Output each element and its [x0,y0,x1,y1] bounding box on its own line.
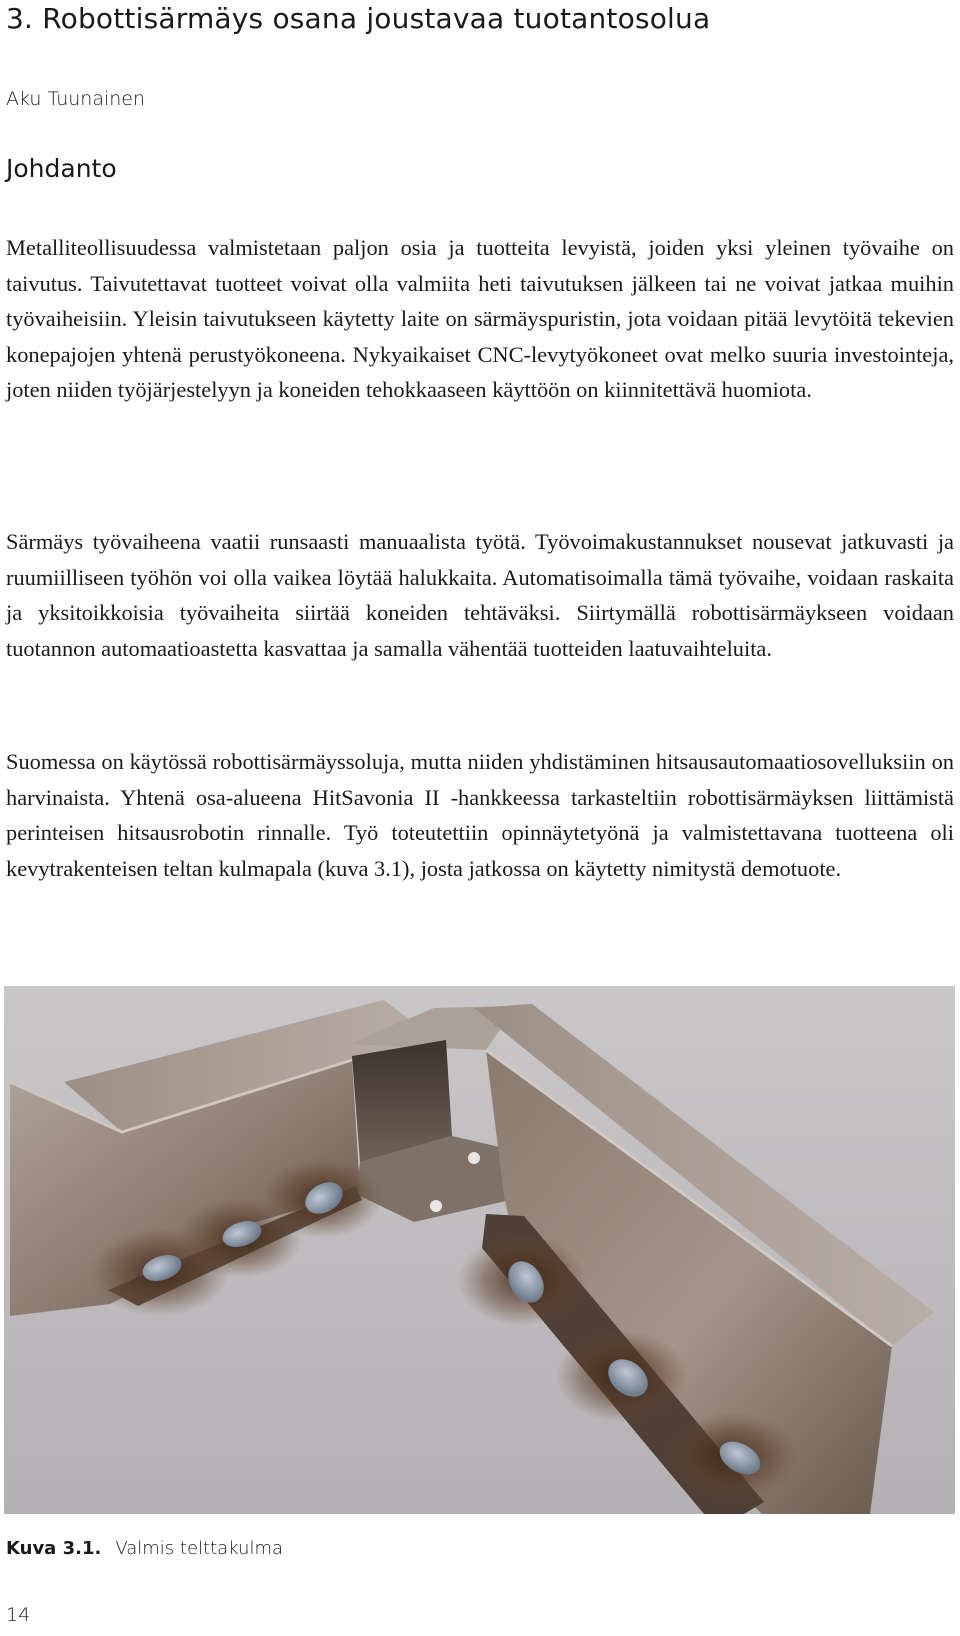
section-heading: Johdanto [6,154,117,183]
body-paragraph: Särmäys työvaiheena vaatii runsaasti manuaalista työtä. Työvoimakustannukset nousevat jatkuvasti ja ruumiilliseen työhön voi olla vaikea löytää halukkaita. Automatisoimalla tämä työvaihe, voidaan raskaita ja yksitoikkoisia työvaiheita siirtää koneiden tehtäväksi. Siirtymällä robottisärmäykseen voidaan tuotannon automaatioastetta kasvattaa ja samalla vähentää tuotteiden laatuvaihteluita. [6,529,954,661]
body-paragraph: Metalliteollisuudessa valmistetaan paljon osia ja tuotteita levyistä, joiden yksi yleinen työvaihe on taivutus. Taivutettavat tuotteet voivat olla valmiita heti taivutuksen jälkeen tai ne voivat jatkaa muihin työvaiheisiin. Yleisin taivutukseen käytetty laite on särmäyspuristin, jota voidaan pitää levytöitä tekevien konepajojen yhtenä perustyökoneena. Nykyaikaiset CNC-levytyökoneet ovat melko suuria investointeja, joten niiden työjärjestelyyn ja koneiden tehokkaaseen käyttöön on kiinnitettävä huomiota. [6,235,954,402]
author-name: Aku Tuunainen [6,88,146,110]
bolt-hole [468,1152,480,1164]
bolt-hole [430,1200,442,1212]
caption-text: Valmis telttakulma [115,1538,284,1559]
caption-label: Kuva 3.1. [6,1538,102,1559]
figure-caption [6,1538,283,1559]
page-number: 14 [6,1604,31,1626]
tent-corner-photo [4,986,955,1514]
chapter-title: 3. Robottisärmäys osana joustavaa tuotantosolua [6,2,711,35]
body-paragraph: Suomessa on käytössä robottisärmäyssoluja, mutta niiden yhdistäminen hitsausautomaatiosovelluksiin on harvinaista. Yhtenä osa-alueena HitSavonia II -hankkeessa tarkasteltiin robottisärmäyksen liittämistä perinteisen hitsausrobotin rinnalle. Työ toteutettiin opinnäytetyönä ja valmistettavana tuotteena oli kevytrakenteisen teltan kulmapala (kuva 3.1), josta jatkossa on käytetty nimitystä demotuote. [6,749,954,881]
figure-photo-tent-corner [4,986,955,1514]
